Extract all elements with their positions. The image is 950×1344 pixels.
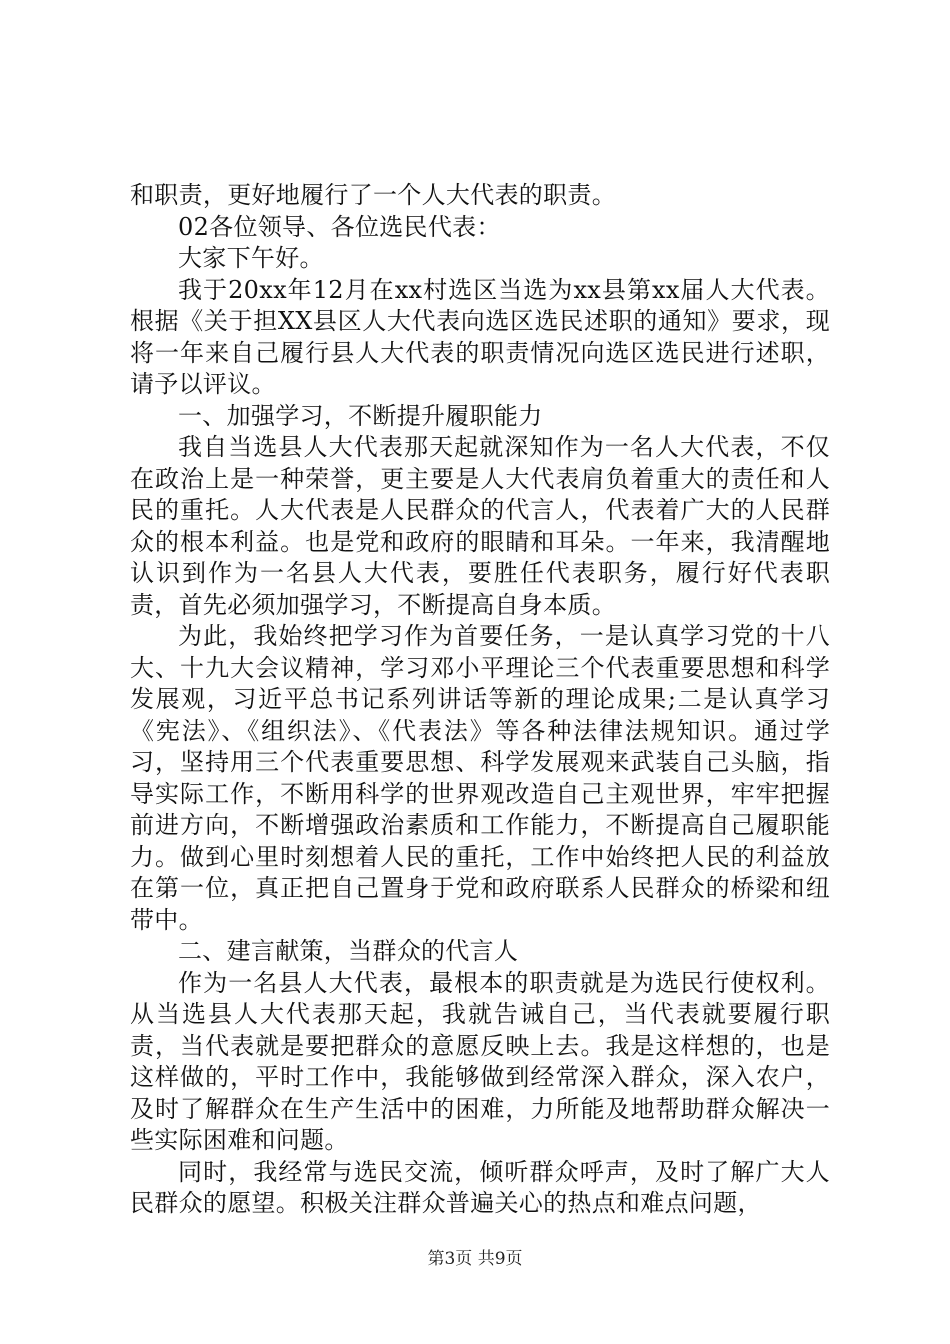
paragraph-4: 我于20xx年12月在xx村选区当选为xx县第xx届人大代表。根据《关于担XX县区人大代表向选区选民述职的通知》要求，现将一年来自己履行县人大代表的职责情况向选区选民进行述职，请予以评议。 xyxy=(130,275,830,398)
paragraph-8: 同时，我经常与选民交流，倾听群众呼声，及时了解广大人民群众的愿望。积极关注群众普遍关心的热点和难点问题， xyxy=(130,1157,830,1217)
paragraph-2: 02各位领导、各位选民代表： xyxy=(178,212,501,241)
paragraph-3: 大家下午好。 xyxy=(178,244,324,272)
paragraph-6: 为此，我始终把学习作为首要任务，一是认真学习党的十八大、十九大会议精神，学习邓小平理论三个代表重要思想和科学发展观，习近平总书记系列讲话等新的理论成果;二是认真学习《宪法》、《组织法》、《代表法》等各种法律法规知识。通过学习，坚持用三个代表重要思想、科学发展观来武装自己头脑，指导实际工作，不断用科学的世界观改造自己主观世界，牢牢把握前进方向，不断增强政治素质和工作能力，不断提高自己履职能力。做到心里时刻想着人民的重托，工作中始终把人民的利益放在第一位，真正把自己置身于党和政府联系人民群众的桥梁和纽带中。 xyxy=(130,622,830,934)
section-heading-2: 二、建言献策，当群众的代言人 xyxy=(178,937,519,965)
section-heading-1: 一、加强学习，不断提升履职能力 xyxy=(178,401,543,430)
paragraph-5: 我自当选县人大代表那天起就深知作为一名人大代表，不仅在政治上是一种荣誉，更主要是人大代表肩负着重大的责任和人民的重托。人大代表是人民群众的代言人，代表着广大的人民群众的根本利益。也是党和政府的眼睛和耳朵。一年来，我清醒地认识到作为一名县人大代表，要胜任代表职务，履行好代表职责，首先必须加强学习，不断提高自身本质。 xyxy=(130,433,830,619)
document-body xyxy=(130,180,830,1220)
paragraph-7: 作为一名县人大代表，最根本的职责就是为选民行使权利。从当选县人大代表那天起，我就告诫自己，当代表就要履行职责，当代表就是要把群众的意愿反映上去。我是这样想的，也是这样做的，平时工作中，我能够做到经常深入群众，深入农户，及时了解群众在生产生活中的困难，力所能及地帮助群众解决一些实际困难和问题。 xyxy=(130,968,830,1154)
page-number-footer: 第3页 共9页 xyxy=(427,1249,523,1269)
paragraph-1: 和职责，更好地履行了一个人大代表的职责。 xyxy=(130,181,616,209)
